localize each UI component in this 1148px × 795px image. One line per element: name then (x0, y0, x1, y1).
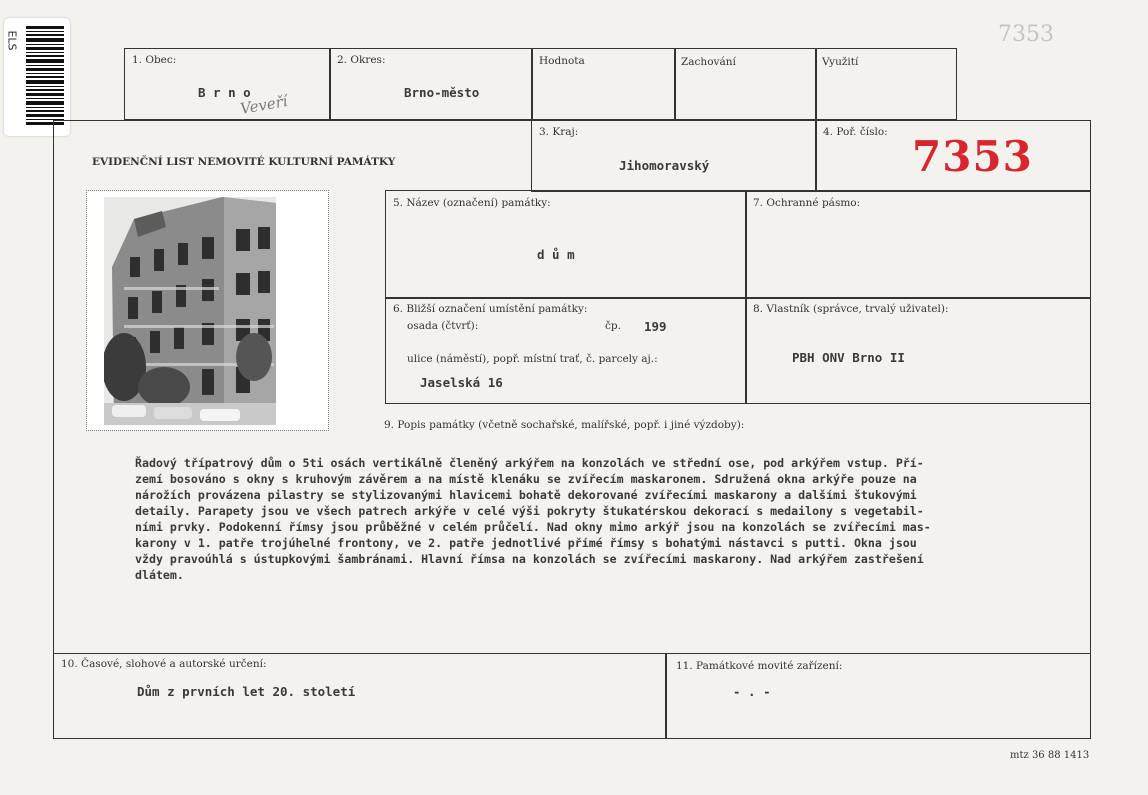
popis-line: ními prvky. Podokenní římsy jsou průběžné v celém průčelí. Nad okny mimo arkýř jsou na konzolách se zvířecími mas- (135, 520, 931, 534)
zachovani-label: Zachování (681, 56, 736, 68)
building-photo (104, 197, 276, 425)
cislo-label: 4. Poř. číslo: (823, 126, 888, 138)
popis-line: Řadový třípatrový dům o 5ti osách vertikálně členěný arkýřem na konzolách ve střední ose, pod arkýřem vstup. Pří- (135, 456, 924, 470)
vyuziti-label: Využití (822, 56, 859, 68)
kraj-label: 3. Kraj: (539, 126, 579, 138)
ulice-value: Jaselská 16 (420, 375, 503, 390)
popis-line: nárožích provázena pilastry se stylizovanými hlavicemi bohatě dekorované zvířecími maskarony a dalšími štukovými (135, 488, 917, 502)
popis-label: 9. Popis památky (včetně sochařské, malířské, popř. i jiné výzdoby): (384, 419, 745, 431)
umisteni-label: 6. Bližší označení umístění památky: (393, 303, 588, 315)
hodnota-label: Hodnota (539, 55, 585, 67)
casove-value: Dům z prvních let 20. století (137, 684, 356, 699)
building-photo-frame (86, 190, 329, 431)
popis-line: zemí bosováno s okny s kruhovým závěrem a na místě klenáku se zvířecím maskaronem. Sdružená okna arkýře pouze na (135, 472, 917, 486)
cislo-stamp-value: 7353 (912, 132, 1033, 181)
obec-handwritten: Veveří (238, 91, 289, 119)
osada-label: osada (čtvrť): (407, 320, 479, 332)
vlastnik-label: 8. Vlastník (správce, trvalý uživatel): (753, 303, 949, 315)
ulice-label: ulice (náměstí), popř. místní trať, č. parcely aj.: (407, 353, 658, 365)
footer-code: mtz 36 88 1413 (1010, 750, 1090, 761)
obec-label: 1. Obec: (132, 54, 177, 66)
popis-line: vždy pravoúhlá s ústupkovými šambránami. Hlavní římsa na konzolách se zvířecími maskarony. Nad arkýřem zastřešení (135, 552, 924, 566)
vlastnik-value: PBH ONV Brno II (792, 350, 905, 365)
okres-label: 2. Okres: (337, 54, 386, 66)
barcode-icon (26, 26, 64, 126)
popis-line: dlátem. (135, 568, 184, 582)
popis-text (135, 455, 931, 583)
nazev-value: d ů m (537, 247, 575, 262)
nazev-label: 5. Název (označení) památky: (393, 197, 551, 209)
cp-value: 199 (644, 319, 667, 334)
obec-value: B r n o (198, 85, 251, 100)
popis-line: detaily. Parapety jsou ve všech patrech arkýře v celé výši pokryty štukatérskou dekorací s medailony s vegetabil- (135, 504, 924, 518)
movite-value: - . - (733, 684, 771, 699)
ochranne-label: 7. Ochranné pásmo: (753, 197, 861, 209)
cp-label: čp. (605, 320, 621, 332)
popis-line: karony v 1. patře trojúhelné frontony, ve 2. patře jednotlivé přímé římsy s bohatými nástavci s putti. Okna jsou (135, 536, 917, 550)
casove-label: 10. Časové, slohové a autorské určení: (61, 658, 267, 670)
movite-label: 11. Památkové movité zařízení: (676, 660, 843, 672)
barcode-label: ELS (5, 30, 19, 51)
kraj-value: Jihomoravský (619, 158, 710, 173)
pencil-number: 7353 (998, 22, 1054, 47)
okres-value: Brno-město (404, 85, 480, 100)
barcode-sticker (4, 18, 70, 136)
form-title: EVIDENČNÍ LIST NEMOVITÉ KULTURNÍ PAMÁTKY (92, 156, 396, 168)
